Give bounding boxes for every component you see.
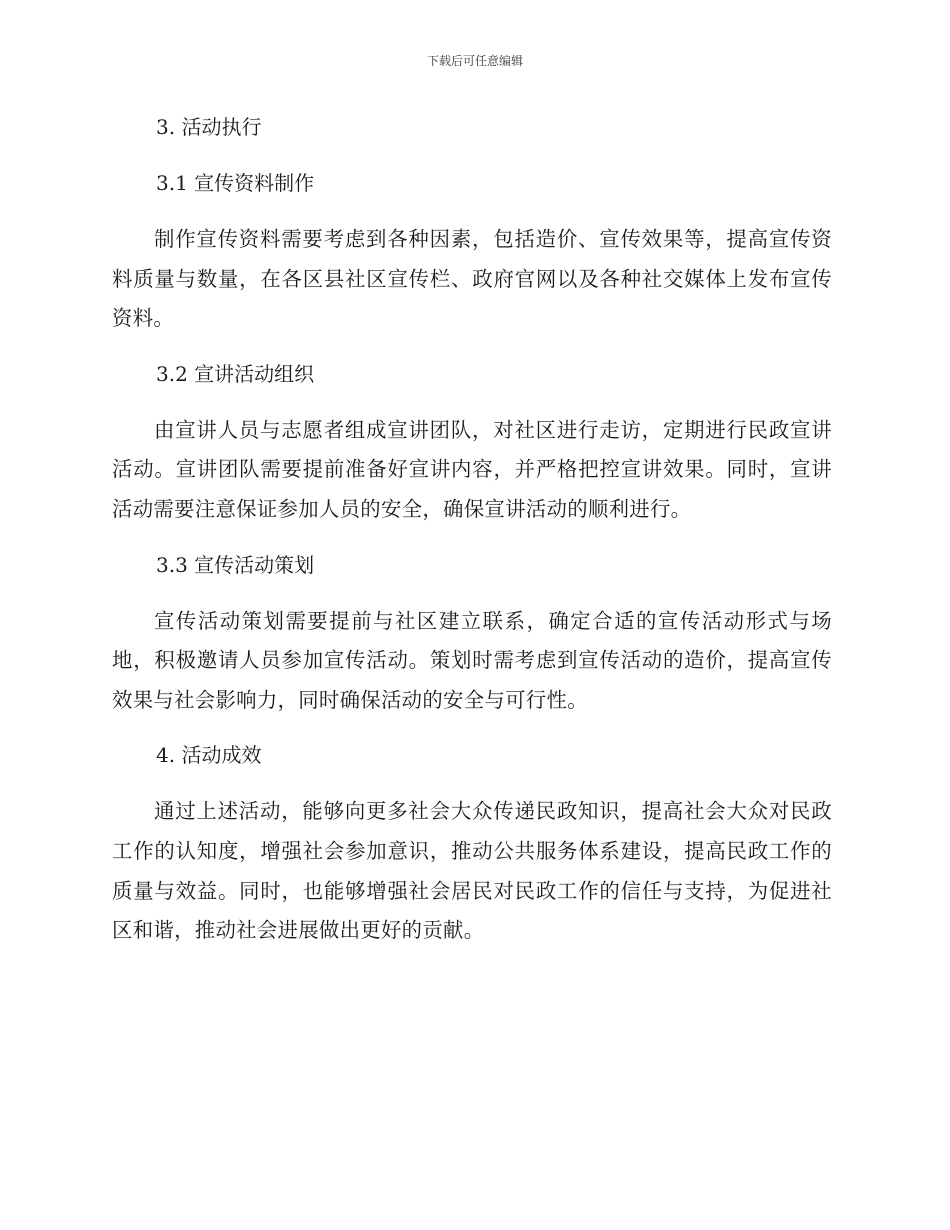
- document-body: [112, 108, 832, 967]
- subsection-heading-planning: 3.3 宣传活动策划: [156, 552, 315, 577]
- paragraph-lectures: 由宣讲人员与志愿者组成宣讲团队，对社区进行走访，定期进行民政宣讲活动。宣讲团队需要提前准备好宣讲内容，并严格把控宣讲效果。同时，宣讲活动需要注意保证参加人员的安全，确保宣讲活动的顺利进行。: [112, 417, 832, 521]
- subsection-heading-lectures: 3.2 宣讲活动组织: [156, 361, 315, 386]
- paragraph-planning: 宣传活动策划需要提前与社区建立联系，确定合适的宣传活动形式与场地，积极邀请人员参加宣传活动。策划时需考虑到宣传活动的造价，提高宣传效果与社会影响力，同时确保活动的安全与可行性。: [112, 608, 832, 712]
- paragraph-materials: 制作宣传资料需要考虑到各种因素，包括造价、宣传效果等，提高宣传资料质量与数量，在各区县社区宣传栏、政府官网以及各种社交媒体上发布宣传资料。: [112, 227, 832, 331]
- section-heading-activity-execution: 3. 活动执行: [156, 115, 262, 139]
- paragraph-outcomes: 通过上述活动，能够向更多社会大众传递民政知识，提高社会大众对民政工作的认知度，增强社会参加意识，推动公共服务体系建设，提高民政工作的质量与效益。同时，也能够增强社会居民对民政工作的信任与支持，为促进社区和谐，推动社会进展做出更好的贡献。: [112, 799, 832, 943]
- subsection-heading-materials: 3.1 宣传资料制作: [156, 171, 315, 195]
- section-heading-outcomes: 4. 活动成效: [156, 743, 262, 768]
- page-header: 下载后可任意编辑: [426, 54, 523, 68]
